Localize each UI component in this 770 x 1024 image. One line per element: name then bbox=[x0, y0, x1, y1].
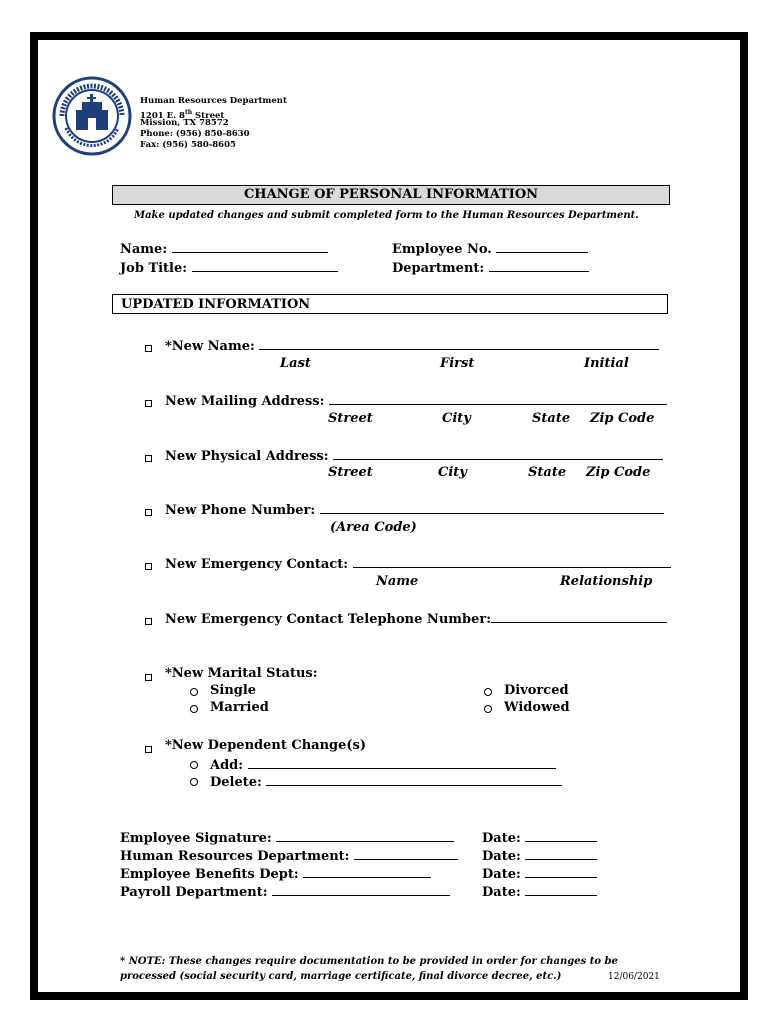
caption-physical-state: State bbox=[528, 465, 567, 480]
documentation-note-line2: processed (social security card, marriage certificate, final divorce decree, etc.) bbox=[120, 971, 562, 982]
caption-mailing-state: State bbox=[532, 411, 571, 426]
department-field[interactable]: Department: bbox=[392, 259, 589, 276]
hr-date-field[interactable]: Date: bbox=[482, 847, 597, 864]
employee-date-field[interactable]: Date: bbox=[482, 829, 597, 846]
add-dependent-field[interactable]: Add: bbox=[210, 756, 556, 773]
caption-emergency-name: Name bbox=[376, 574, 419, 589]
job-title-field[interactable]: Job Title: bbox=[120, 259, 338, 276]
payroll-signature-field[interactable]: Payroll Department: bbox=[120, 883, 450, 900]
caption-physical-zip: Zip Code bbox=[586, 465, 651, 480]
benefits-date-field[interactable]: Date: bbox=[482, 865, 597, 882]
caption-physical-street: Street bbox=[328, 465, 373, 480]
checkbox-new-name[interactable] bbox=[145, 345, 152, 352]
caption-mailing-zip: Zip Code bbox=[590, 411, 655, 426]
emergency-phone-field[interactable]: New Emergency Contact Telephone Number: bbox=[165, 610, 667, 627]
payroll-date-field[interactable]: Date: bbox=[482, 883, 597, 900]
department-name: Human Resources Department bbox=[140, 96, 287, 106]
checkbox-dependent-change[interactable] bbox=[145, 746, 152, 753]
option-widowed: Widowed bbox=[504, 700, 570, 715]
caption-initial: Initial bbox=[584, 356, 629, 371]
caption-physical-city: City bbox=[438, 465, 467, 480]
form-instructions: Make updated changes and submit completed form to the Human Resources Department. bbox=[134, 210, 639, 221]
caption-emergency-relationship: Relationship bbox=[560, 574, 653, 589]
mailing-address-field[interactable]: New Mailing Address: bbox=[165, 392, 667, 409]
radio-married[interactable] bbox=[190, 705, 198, 713]
radio-single[interactable] bbox=[190, 688, 198, 696]
hr-signature-field[interactable]: Human Resources Department: bbox=[120, 847, 458, 864]
caption-area-code: (Area Code) bbox=[330, 520, 417, 535]
checkbox-marital-status[interactable] bbox=[145, 674, 152, 681]
checkbox-phone-number[interactable] bbox=[145, 509, 152, 516]
option-divorced: Divorced bbox=[504, 683, 569, 698]
form-title: CHANGE OF PERSONAL INFORMATION bbox=[112, 185, 670, 205]
physical-address-field[interactable]: New Physical Address: bbox=[165, 447, 663, 464]
employee-no-field[interactable]: Employee No. bbox=[392, 240, 588, 257]
city-seal-logo bbox=[52, 76, 132, 156]
caption-mailing-street: Street bbox=[328, 411, 373, 426]
checkbox-emergency-contact[interactable] bbox=[145, 563, 152, 570]
new-name-field[interactable]: *New Name: bbox=[165, 337, 659, 354]
caption-first: First bbox=[440, 356, 475, 371]
document-page bbox=[30, 32, 748, 1000]
fax-number: Fax: (956) 580-8605 bbox=[140, 140, 236, 150]
checkbox-physical-address[interactable] bbox=[145, 455, 152, 462]
option-married: Married bbox=[210, 700, 269, 715]
option-single: Single bbox=[210, 683, 257, 698]
dependent-change-label: *New Dependent Change(s) bbox=[165, 738, 367, 753]
delete-dependent-field[interactable]: Delete: bbox=[210, 773, 562, 790]
checkbox-mailing-address[interactable] bbox=[145, 400, 152, 407]
name-field[interactable]: Name: bbox=[120, 240, 328, 257]
radio-delete-dependent[interactable] bbox=[190, 778, 198, 786]
section-updated-information: UPDATED INFORMATION bbox=[112, 294, 668, 314]
documentation-note-line1: * NOTE: These changes require documentation to be provided in order for changes to be bbox=[120, 956, 618, 967]
phone-number: Phone: (956) 850-8630 bbox=[140, 129, 250, 139]
benefits-signature-field[interactable]: Employee Benefits Dept: bbox=[120, 865, 431, 882]
caption-mailing-city: City bbox=[442, 411, 471, 426]
employee-signature-field[interactable]: Employee Signature: bbox=[120, 829, 454, 846]
caption-last: Last bbox=[280, 356, 311, 371]
city-state-zip: Mission, TX 78572 bbox=[140, 118, 229, 128]
emergency-contact-field[interactable]: New Emergency Contact: bbox=[165, 555, 671, 572]
revision-date: 12/06/2021 bbox=[608, 972, 660, 982]
radio-add-dependent[interactable] bbox=[190, 761, 198, 769]
checkbox-emergency-phone[interactable] bbox=[145, 618, 152, 625]
marital-status-label: *New Marital Status: bbox=[165, 666, 318, 681]
radio-divorced[interactable] bbox=[484, 688, 492, 696]
radio-widowed[interactable] bbox=[484, 705, 492, 713]
phone-number-field[interactable]: New Phone Number: bbox=[165, 501, 664, 518]
street-address: 1201 E. 8th Street bbox=[140, 109, 225, 121]
